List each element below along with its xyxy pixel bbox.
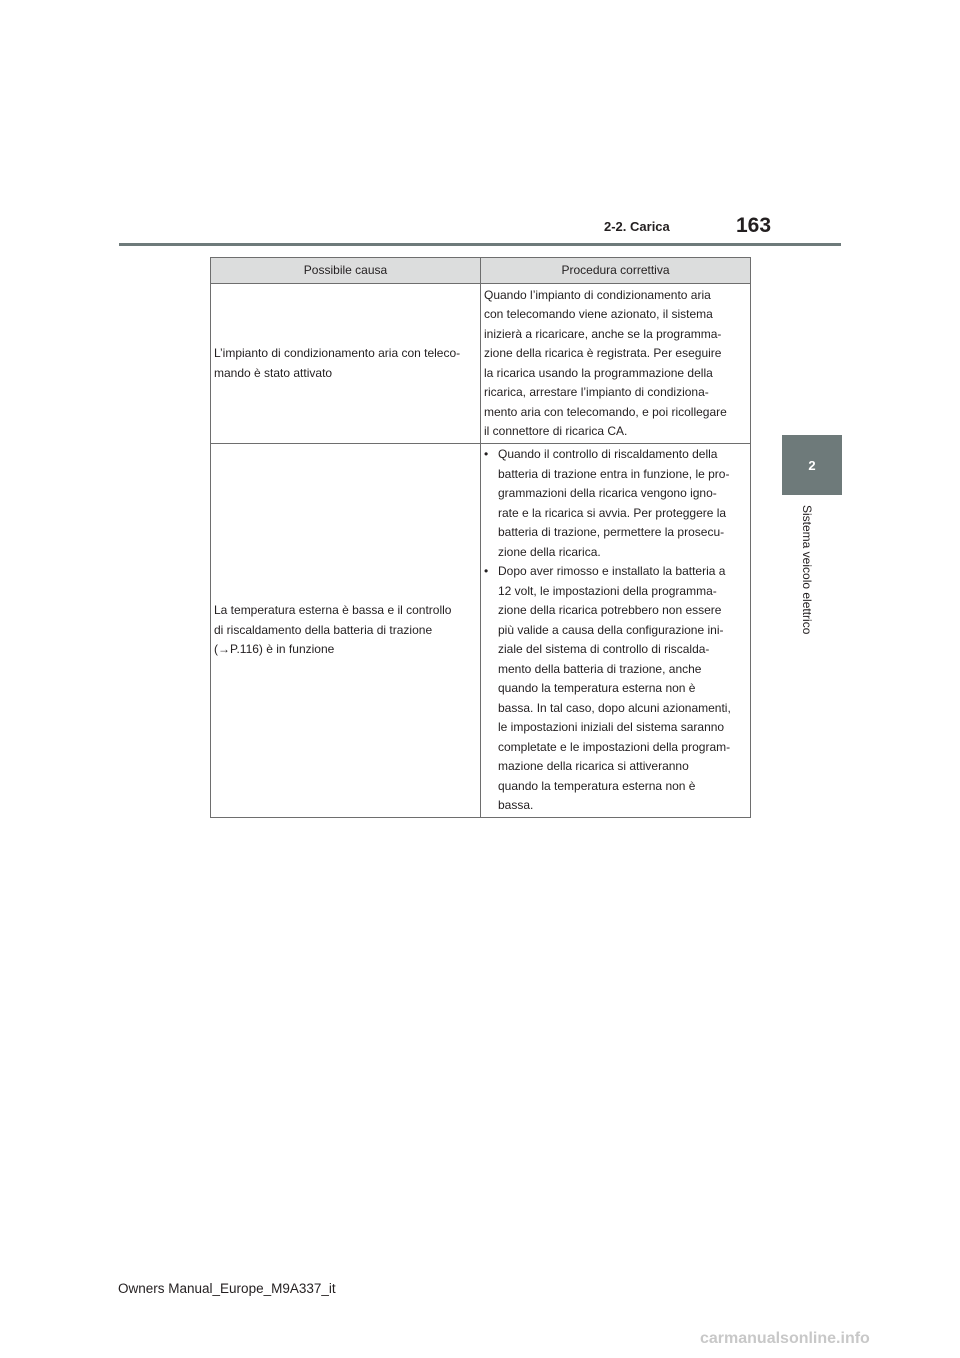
cause-cell: L’impianto di condizionamento aria con teleco- mando è stato attivato (211, 284, 481, 444)
procedure-cell (481, 444, 751, 818)
section-title: 2-2. Carica (604, 219, 670, 234)
table-header-row (211, 258, 751, 284)
chapter-number: 2 (808, 457, 816, 473)
list-item: • Quando il controllo di riscaldamento della batteria di trazione entra in funzione, le pro- grammazioni della ricarica vengono igno- rate e la ricarica si avvia. Per proteggere la batteria di trazione, permettere la prosecu- zione della ricarica. (484, 445, 747, 562)
cause-cell: La temperatura esterna è bassa e il controllo di riscaldamento della batteria di trazione (→P.116) è in funzione (211, 444, 481, 818)
table-row (211, 444, 751, 818)
table-row (211, 284, 751, 444)
troubleshooting-table (210, 257, 751, 818)
procedure-cell: Quando l’impianto di condizionamento aria con telecomando viene azionato, il sistema inizierà a ricaricare, anche se la programma- zione della ricarica è registrata. Per eseguire la ricarica usando la programmazione della ricarica, arrestare l’impianto di condiziona- mento aria con telecomando, e poi ricollegare il connettore di ricarica CA. (481, 284, 751, 444)
watermark: carmanualsonline.info (700, 1330, 870, 1347)
list-item: • Dopo aver rimosso e installato la batteria a 12 volt, le impostazioni della programma- zione della ricarica potrebbero non essere più valide a causa della configurazione ini- ziale del sistema di controllo di riscalda- mento della batteria di trazione, anche quando la temperatura esterna non è bassa. In tal caso, dopo alcuni azionamenti, le impostazioni iniziali del sistema saranno completate e le impostazioni della program- mazione della ricarica si attiveranno quando la temperatura esterna non è bassa. (484, 562, 747, 816)
chapter-tab (782, 435, 842, 495)
column-header-procedure: Procedura correttiva (481, 258, 751, 284)
page-number: 163 (736, 214, 772, 237)
chapter-title: Sistema veicolo elettrico (800, 505, 814, 635)
procedure-list (484, 445, 747, 816)
footer-document-id: Owners Manual_Europe_M9A337_it (118, 1281, 336, 1296)
column-header-cause: Possibile causa (211, 258, 481, 284)
header-divider (119, 243, 841, 246)
